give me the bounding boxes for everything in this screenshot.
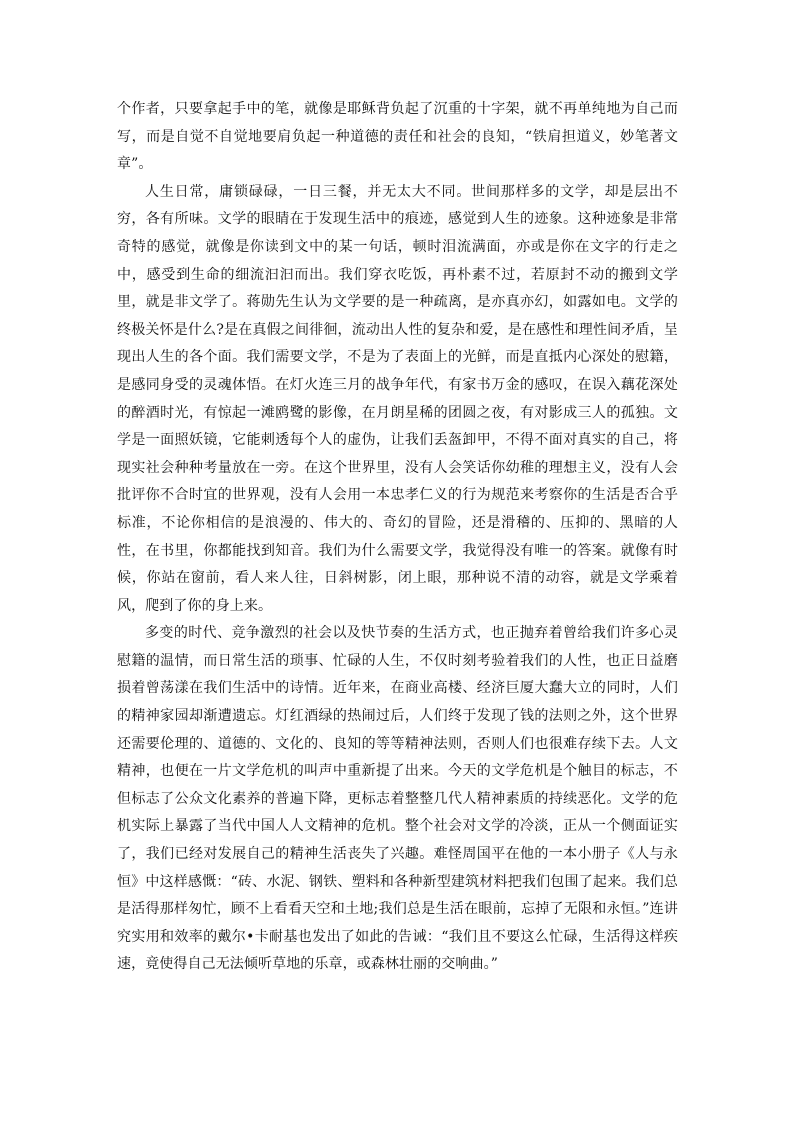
paragraph-1: 个作者，只要拿起手中的笔，就像是耶稣背负起了沉重的十字架，就不再单纯地为自己而写，而是自觉不自觉地要肩负起一种道德的责任和社会的良知，“铁肩担道义，妙笔著文章”。	[117, 101, 678, 173]
paragraph-3: 多变的时代、竞争激烈的社会以及快节奏的生活方式，也正抛弃着曾给我们许多心灵慰籍的温情，而日常生活的琐事、忙碌的人生，不仅时刻考验着我们的人性，也正日益磨损着曾荡漾在我们生活中的诗情。近年来，在商业高楼、经济巨厦大蠢大立的同时，人们的精神家园却渐遭遗忘。灯红酒绿的热闹过后，人们终于发现了钱的法则之外，这个世界还需要伦理的、道德的、文化的、良知的等等精神法则，否则人们也很难存续下去。人文精神，也便在一片文学危机的叫声中重新提了出来。今天的文学危机是个触目的标志，不但标志了公众文化素养的普遍下降，更标志着整整几代人精神素质的持续恶化。文学的危机实际上暴露了当代中国人人文精神的危机。整个社会对文学的冷淡，正从一个侧面证实了，我们已经对发展自己的精神生活丧失了兴趣。难怪周国平在他的一本小册子《人与永恒》中这样感慨：“砖、水泥、钢铁、塑料和各种新型建筑材料把我们包围了起来。我们总是活得那样匆忙，顾不上看看天空和土地;我们总是生活在眼前，忘掉了无限和永恒。”连讲究实用和效率的戴尔•卡耐基也发出了如此的告诫：“我们且不要这么忙碌，生活得这样疾速，竟使得自己无法倾听草地的乐章，或森林壮丽的交响曲。”	[117, 625, 678, 973]
paragraph-2: 人生日常，庸锁碌碌，一日三餐，并无太大不同。世间那样多的文学，却是层出不穷，各有所味。文学的眼睛在于发现生活中的痕迹，感觉到人生的迹象。这种迹象是非常奇特的感觉，就像是你读到文中的某一句话，顿时泪流满面，亦或是你在文字的行走之中，感受到生命的细流汩汩而出。我们穿衣吃饭，再朴素不过，若原封不动的搬到文学里，就是非文学了。蒋勋先生认为文学要的是一种疏离，是亦真亦幻，如露如电。文学的终极关怀是什么?是在真假之间徘徊，流动出人性的复杂和爱，是在感性和理性间矛盾，呈现出人生的各个面。我们需要文学，不是为了表面上的光鲜，而是直抵内心深处的慰籍，是感同身受的灵魂体悟。在灯火连三月的战争年代，有家书万金的感叹，在误入藕花深处的醉酒时光，有惊起一滩鸥鹭的影像，在月朗星稀的团圆之夜，有对影成三人的孤独。文学是一面照妖镜，它能刺透每个人的虚伪，让我们丢盔卸甲，不得不面对真实的自己，将现实社会种种考量放在一旁。在这个世界里，没有人会笑话你幼稚的理想主义，没有人会批评你不合时宜的世界观，没有人会用一本忠孝仁义的行为规范来考察你的生活是否合乎标准，不论你相信的是浪漫的、伟大的、奇幻的冒险，还是滑稽的、压抑的、黑暗的人性，在书里，你都能找到知音。我们为什么需要文学，我觉得没有唯一的答案。就像有时候，你站在窗前，看人来人往，日斜树影，闭上眼，那种说不清的动容，就是文学乘着风，爬到了你的身上来。	[117, 183, 678, 614]
document-page	[117, 96, 678, 979]
